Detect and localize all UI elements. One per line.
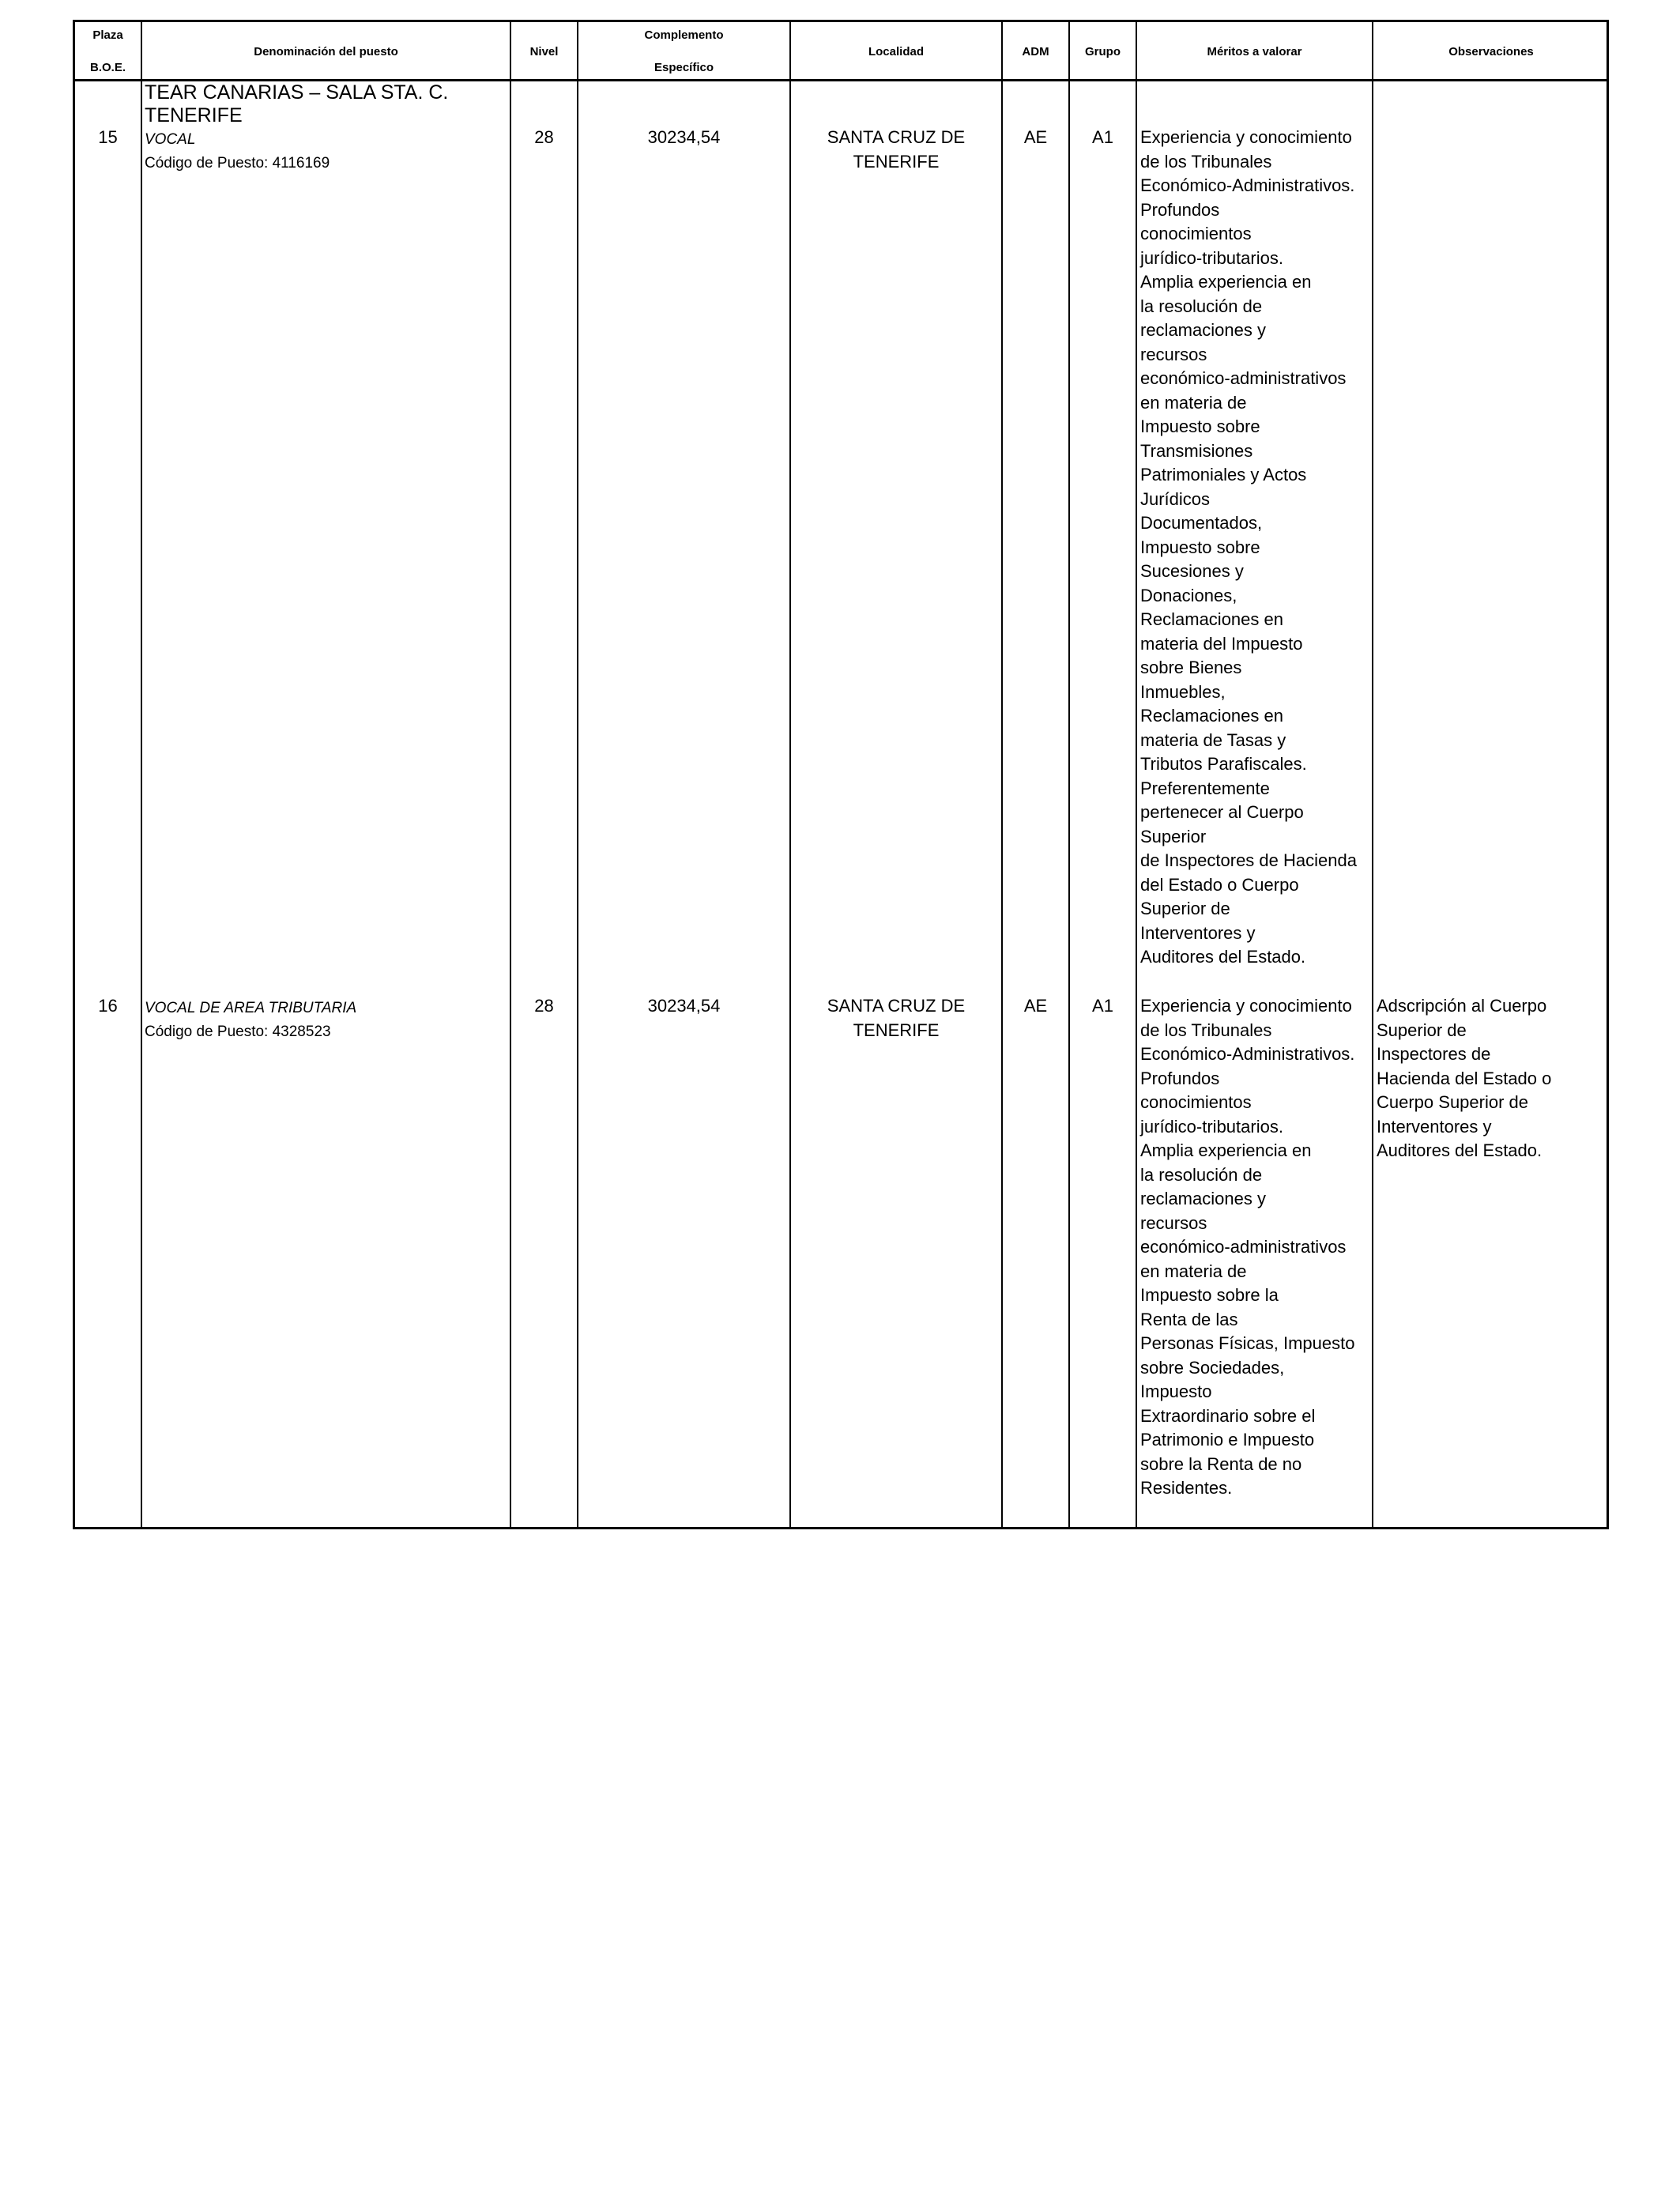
plaza-number: 15: [98, 127, 118, 147]
column-divider: [510, 22, 511, 1527]
header-complemento-line1: Complemento: [644, 28, 724, 42]
plaza-number: 16: [98, 996, 118, 1016]
vacancy-table: [73, 20, 1609, 1529]
meritos-text: Experiencia y conocimiento de los Tribunales Económico-Administrativos. Profundos conocimientos jurídico-tributarios. Amplia experiencia en la resolución de reclamaciones y recursos económico-administrativos en materia de Impuesto sobre Transmisiones Patrimoniales y Actos Jurídicos Documentados, Impuesto sobre Sucesiones y Donaciones, Reclamaciones en materia del Impuesto sobre Bienes Inmuebles, Reclamaciones en materia de Tasas y Tributos Parafiscales. Preferentemente pertenecer al Cuerpo Superior de Inspectores de Hacienda del Estado o Cuerpo Superior de Interventores y Auditores del Estado.: [1140, 127, 1357, 967]
grupo-value: A1: [1092, 996, 1113, 1016]
puesto-name: VOCAL DE AREA TRIBUTARIA: [145, 1000, 357, 1016]
header-denominacion: Denominación del puesto: [254, 44, 398, 58]
header-localidad: Localidad: [868, 44, 924, 58]
meritos-text: Experiencia y conocimiento de los Tribunales Económico-Administrativos. Profundos conocimientos jurídico-tributarios. Amplia experiencia en la resolución de reclamaciones y recursos económico-administrativos en materia de Impuesto sobre la Renta de las Personas Físicas, Impuesto sobre Sociedades, Impuesto Extraordinario sobre el Patrimonio e Impuesto sobre la Renta de no Residentes.: [1140, 996, 1355, 1498]
column-divider: [1372, 22, 1373, 1527]
header-adm: ADM: [1022, 44, 1049, 58]
adm-value: AE: [1023, 127, 1048, 147]
column-divider: [1068, 22, 1070, 1527]
header-complemento-line2: Específico: [654, 61, 714, 74]
header-observaciones: Observaciones: [1448, 44, 1534, 58]
puesto-name: VOCAL: [145, 131, 196, 148]
complemento-value: 30234,54: [647, 996, 721, 1016]
column-divider: [141, 22, 142, 1527]
header-plaza-line1: Plaza: [92, 28, 123, 42]
puesto-code: Código de Puesto: 4116169: [145, 155, 330, 172]
localidad-value: SANTA CRUZ DE TENERIFE: [827, 996, 966, 1040]
nivel-value: 28: [534, 996, 554, 1016]
column-divider: [789, 22, 791, 1527]
header-complemento: [578, 22, 789, 81]
header-nivel: Nivel: [529, 44, 559, 58]
column-divider: [1136, 22, 1137, 1527]
header-meritos: Méritos a valorar: [1207, 44, 1302, 58]
header-grupo: Grupo: [1085, 44, 1121, 58]
observaciones-text: Adscripción al Cuerpo Superior de Inspectores de Hacienda del Estado o Cuerpo Superior de Interventores y Auditores del Estado.: [1377, 996, 1552, 1160]
nivel-value: 28: [534, 127, 554, 147]
column-divider: [1001, 22, 1003, 1527]
section-title: TEAR CANARIAS – SALA STA. C. TENERIFE: [145, 81, 449, 126]
adm-value: AE: [1023, 996, 1048, 1016]
header-plaza-line2: B.O.E.: [89, 61, 126, 74]
localidad-value: SANTA CRUZ DE TENERIFE: [827, 127, 966, 172]
puesto-code: Código de Puesto: 4328523: [145, 1023, 331, 1040]
grupo-value: A1: [1092, 127, 1113, 147]
complemento-value: 30234,54: [647, 127, 721, 147]
header-plaza: [75, 22, 141, 81]
column-divider: [577, 22, 578, 1527]
